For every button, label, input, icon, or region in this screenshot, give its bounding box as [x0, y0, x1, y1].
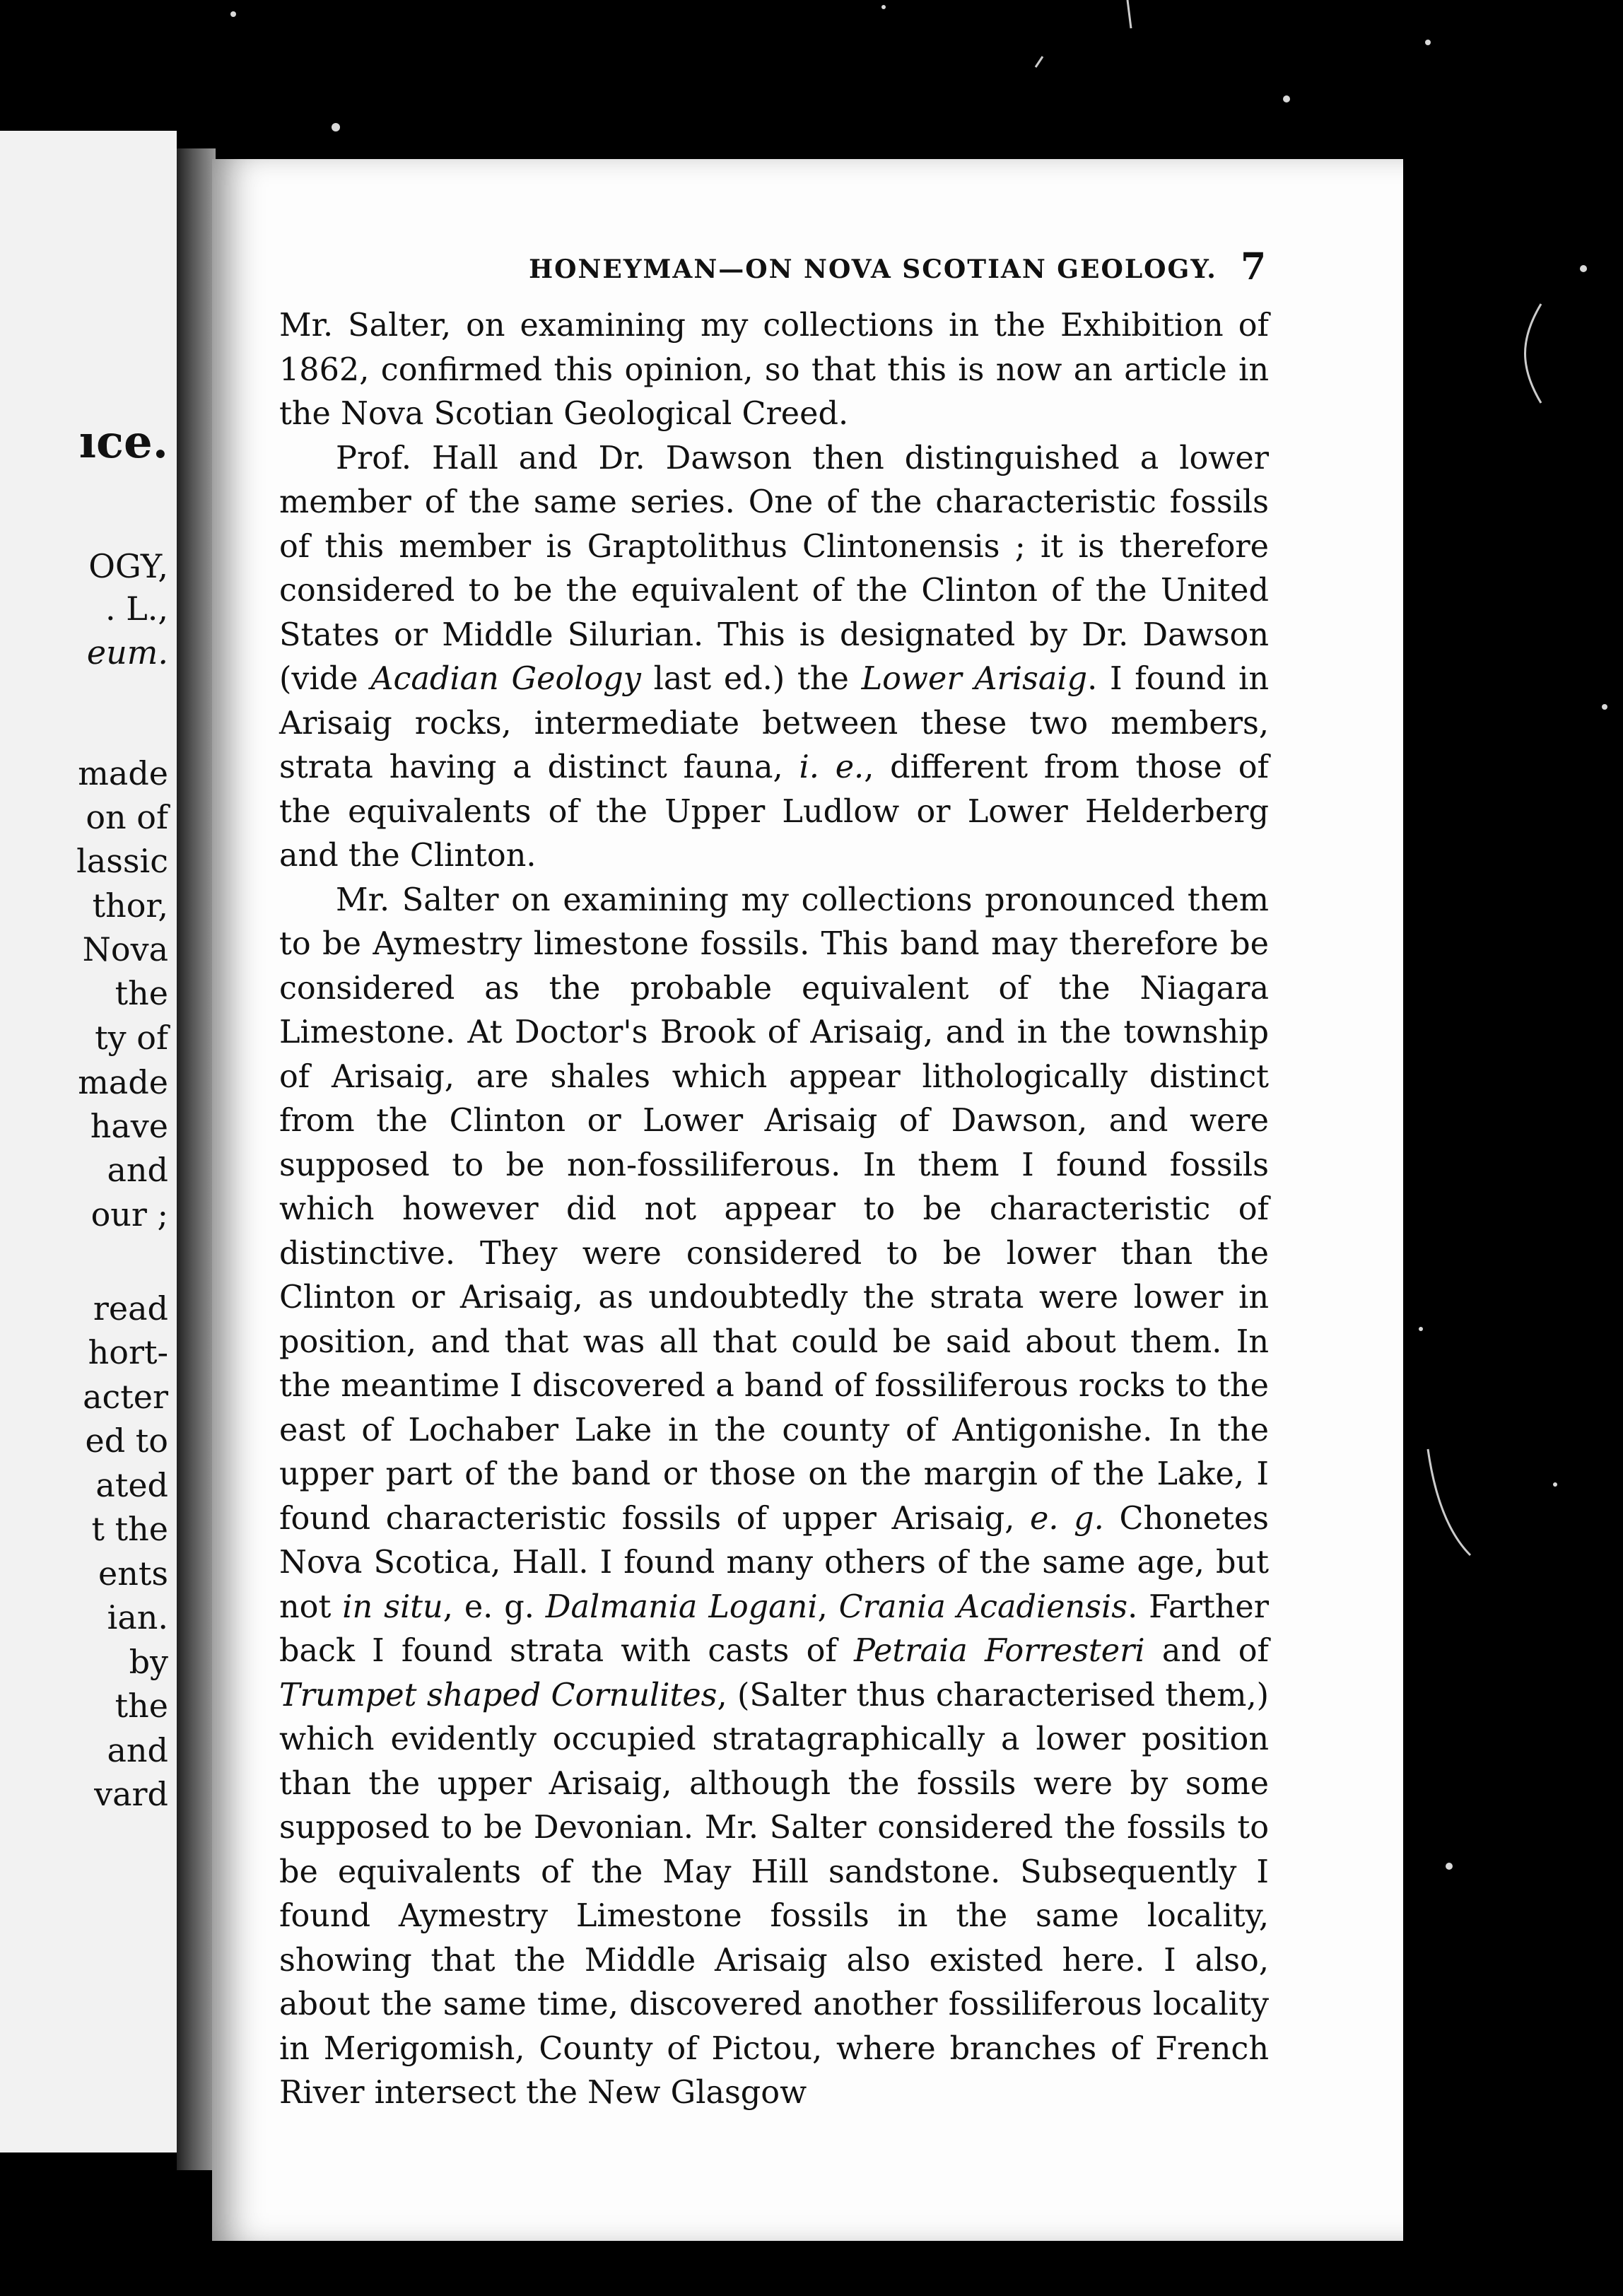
previous-page-line: OGY,	[88, 547, 168, 585]
previous-page-line: ated	[95, 1466, 168, 1504]
previous-page-line: t the	[91, 1510, 168, 1548]
previous-page-line: ıce.	[78, 416, 168, 469]
previous-page-line: made	[78, 754, 168, 792]
previous-page-line: hort-	[88, 1333, 168, 1371]
previous-page-line: and	[107, 1151, 168, 1189]
previous-page-line: the	[115, 974, 168, 1012]
previous-page-line: the	[115, 1687, 168, 1725]
book-page	[212, 159, 1403, 2241]
previous-page-line: acter	[83, 1378, 168, 1416]
previous-page-line: ents	[98, 1554, 168, 1593]
book-gutter	[177, 148, 216, 2170]
paragraph: Mr. Salter, on examining my collections in the Exhibition of 1862, confirmed this opinion, so that this is now an article in the Nova Scotian Geological Creed.	[279, 308, 1269, 432]
previous-page-line: ian.	[107, 1598, 168, 1636]
page-body	[279, 304, 1269, 2116]
previous-page-line: eum.	[86, 633, 168, 672]
previous-page-line: vard	[94, 1775, 168, 1813]
page-number: 7	[1241, 245, 1267, 288]
previous-page-line: lassic	[76, 842, 168, 880]
previous-page-line: read	[93, 1289, 168, 1328]
previous-page-line: by	[129, 1643, 168, 1681]
previous-page-line: ed to	[85, 1422, 168, 1460]
previous-page-fragment	[0, 131, 177, 2152]
previous-page-line: . L.,	[105, 590, 168, 628]
previous-page-line: thor,	[92, 886, 168, 925]
previous-page-line: on of	[86, 798, 168, 836]
paragraph: Mr. Salter on examining my collections pronounced them to be Aymestry limestone fossils. This band may therefore be considered as the probable equivalent of the Niagara Limestone. At Doctor's Brook of Arisaig, and in the township of Arisaig, are shales which appear lithologically distinct from the Clinton or Lower Arisaig of Dawson, and were supposed to be non-fossiliferous. In them I found fossils which however did not appear to be characteristic of distinctive. They were considered to be lower than the Clinton or Arisaig, as undoubtedly the strata were lower in position, and that was all that could be said about them. In the meantime I discovered a band of fossiliferous rocks to the east of Lochaber Lake in the county of Antigonishe. In the upper part of the band or those on the margin of the Lake, I found characteristic fossils of upper Arisaig, e. g. Chonetes Nova Scotica, Hall. I found many others of the same age, but not in situ, e. g. Dalmania Logani, Crania Acadiensis. Farther back I found strata with casts of Petraia Forresteri and of Trumpet shaped Cornulites, (Salter thus characterised them,) which evidently occupied stratagraphically a lower position than the upper Arisaig, although the fossils were by some supposed to be Devonian. Mr. Salter considered the fossils to be equivalents of the May Hill sandstone. Subsequently I found Aymestry Limestone fossils in the same locality, showing that the Middle Arisaig also existed here. I also, about the same time, discovered another fossiliferous locality in Merigomish, County of Pictou, where branches of French River intersect the New Glasgow	[279, 882, 1270, 2111]
previous-page-line: ty of	[95, 1019, 168, 1057]
running-head: HONEYMAN—ON NOVA SCOTIAN GEOLOGY.	[529, 254, 1217, 284]
previous-page-line: have	[90, 1107, 168, 1145]
paragraph: Prof. Hall and Dr. Dawson then distinguished a lower member of the same series. One of the characteristic fossils of this member is Graptolithus Clintonensis ; it is therefore considered to be the equivalent of the Clinton of the United States or Middle Silurian. This is designated by Dr. Dawson (vide Acadian Geology last ed.) the Lower Arisaig. I found in Arisaig rocks, intermediate between these two members, strata having a distinct fauna, i. e., different from those of the equivalents of the Upper Ludlow or Lower Helderberg and the Clinton.	[279, 440, 1269, 874]
previous-page-line: our ;	[90, 1195, 168, 1234]
previous-page-line: and	[107, 1731, 168, 1769]
previous-page-line: Nova	[82, 930, 168, 968]
previous-page-line: made	[78, 1063, 168, 1101]
